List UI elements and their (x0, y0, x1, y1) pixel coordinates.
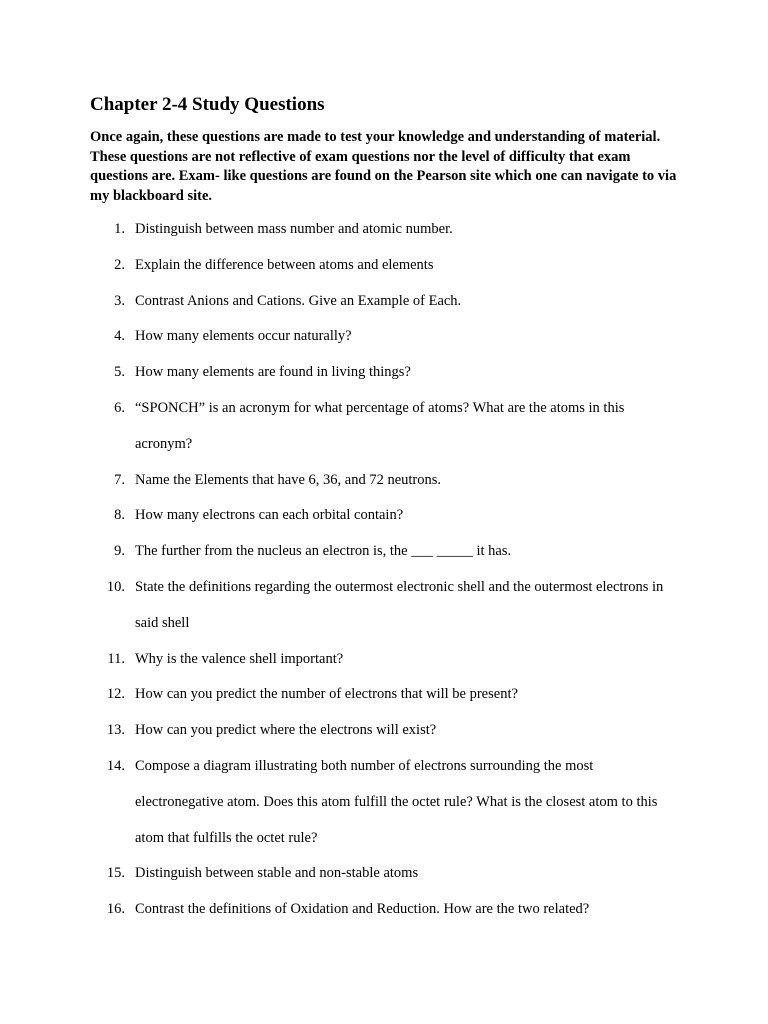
question-text: Distinguish between stable and non-stable atoms (135, 865, 419, 882)
question-item (90, 642, 680, 678)
document-title: Chapter 2-4 Study Questions (90, 94, 325, 115)
question-item (90, 319, 680, 355)
question-item (90, 463, 680, 499)
question-text: State the definitions regarding the outermost electronic shell and the outermost electrons in said shell (135, 578, 664, 631)
question-text: How many elements occur naturally? (135, 328, 352, 345)
question-text: Contrast the definitions of Oxidation and Reduction. How are the two related? (135, 901, 590, 918)
question-item (90, 248, 680, 284)
question-number: 13. (106, 722, 125, 739)
question-item (90, 892, 680, 928)
question-number: 14. (106, 757, 125, 774)
question-item (90, 391, 680, 463)
question-number: 5. (114, 364, 125, 381)
question-number: 8. (114, 507, 125, 524)
document-page (90, 92, 690, 928)
question-list (90, 212, 690, 928)
question-text: How can you predict where the electrons will exist? (135, 722, 437, 739)
question-item (90, 212, 680, 248)
question-number: 11. (107, 650, 125, 667)
question-item (90, 856, 680, 892)
question-text: Distinguish between mass number and atomic number. (135, 221, 453, 237)
question-text: How many elements are found in living things? (135, 364, 411, 381)
question-item (90, 498, 680, 534)
question-number: 1. (114, 221, 125, 237)
question-text: The further from the nucleus an electron is, the ___ _____ it has. (135, 543, 512, 560)
question-item (90, 570, 680, 642)
question-number: 2. (114, 256, 125, 273)
question-number: 10. (106, 578, 125, 595)
question-number: 12. (106, 686, 125, 703)
question-item (90, 749, 680, 856)
question-text: “SPONCH” is an acronym for what percentage of atoms? What are the atoms in this acronym? (135, 399, 625, 452)
question-item (90, 355, 680, 391)
question-text: Compose a diagram illustrating both number of electrons surrounding the most electronegative atom. Does this atom fulfill the octet rule? What is the closest atom to this atom that fulfills the octet rule? (135, 757, 658, 846)
question-text: How can you predict the number of electrons that will be present? (135, 686, 518, 703)
question-number: 3. (114, 292, 125, 309)
question-item (90, 677, 680, 713)
question-text: Why is the valence shell important? (135, 650, 344, 667)
question-item (90, 284, 680, 320)
question-text: Name the Elements that have 6, 36, and 72 neutrons. (135, 471, 442, 488)
question-text: Contrast Anions and Cations. Give an Example of Each. (135, 292, 462, 309)
question-number: 15. (106, 865, 125, 882)
question-number: 4. (114, 328, 125, 345)
question-item (90, 534, 680, 570)
question-number: 16. (106, 901, 125, 918)
intro-paragraph: Once again, these questions are made to test your knowledge and understanding of material. These questions are not reflective of exam questions nor the level of difficulty that exam questions are. Exam- like questions are found on the Pearson site which one can navigate to via my blackboard site. (90, 129, 677, 204)
question-text: How many electrons can each orbital contain? (135, 507, 404, 524)
question-number: 6. (114, 399, 125, 416)
question-item (90, 713, 680, 749)
question-number: 9. (114, 543, 125, 560)
question-text: Explain the difference between atoms and elements (135, 256, 434, 273)
question-number: 7. (114, 471, 125, 488)
